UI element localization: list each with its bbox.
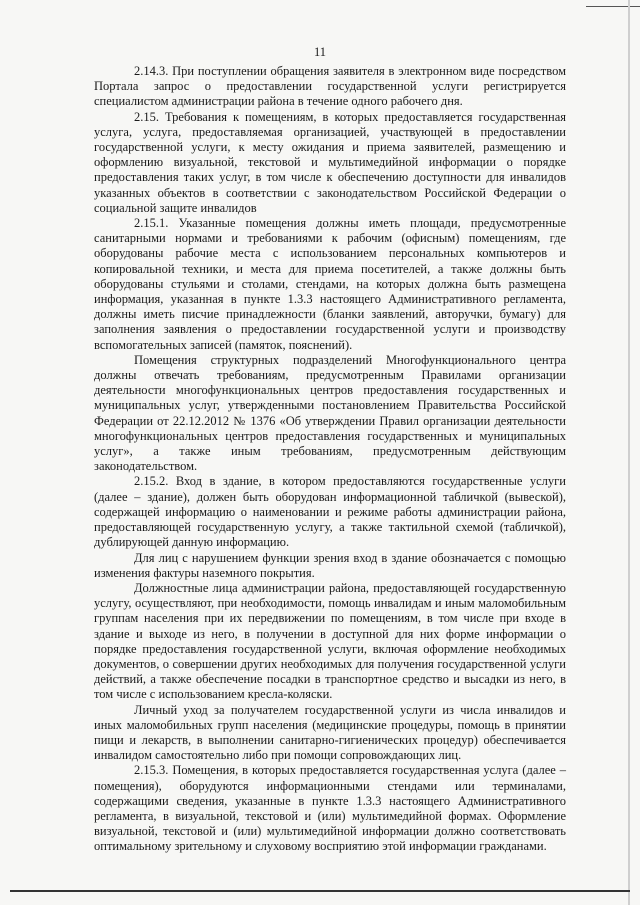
- page-number: 11: [313, 45, 327, 59]
- scan-border-bottom: [10, 890, 630, 892]
- paragraph-2-14-3: 2.14.3. При поступлении обращения заявителя в электронном виде посредством Портала запрос о предоставлении государственной услуги регистрируется специалистом администрации района в течение одного рабочего дня.: [94, 64, 566, 109]
- paragraph-personal-care: Личный уход за получателем государственной услуги из числа инвалидов и иных маломобильных групп населения (медицинские процедуры, помощь в принятии пищи и лекарств, в выполнении санитарно-гигиенических процедур) обеспечивается инвалидом самостоятельно либо при помощи сопровождающих лиц.: [94, 702, 566, 763]
- paragraph-officials-assistance: Должностные лица администрации района, предоставляющей государственную услугу, осуществляют, при необходимости, помощь инвалидам и иным маломобильным группам населения при их передвижении по помещениям, в том числе при входе в здание и выходе из него, в получении в доступной для них форме информации о порядке предоставления государственной услуги, включая оформление необходимых документов, о совершении других необходимых для получения государственной услуги действий, а также обеспечение посадки в транспортное средство и высадки из него, в том числе с использованием кресла-коляски.: [94, 580, 566, 702]
- scan-border-right: [628, 0, 630, 905]
- paragraph-2-15-1: 2.15.1. Указанные помещения должны иметь площади, предусмотренные санитарными нормами и требованиями к рабочим (офисным) помещениям, где оборудованы рабочие места с использованием персональных компьютеров и копировальной техники, и места для приема посетителей, а также должны быть оборудованы стульями и столами, стендами, на которых должна быть размещена информация, указанная в пункте 1.3.3 настоящего Административного регламента, должны иметь писчие принадлежности (бланки заявлений, авторучки, бумагу) для заполнения заявления о предоставлении государственной услуги и производству вспомогательных записей (памяток, пояснений).: [94, 216, 566, 352]
- scan-border-top: [586, 6, 640, 7]
- paragraph-mfc-premises: Помещения структурных подразделений Многофункционального центра должны отвечать требованиям, предусмотренным Правилами организации деятельности многофункциональных центров предоставления государственных и муниципальных услуг, утвержденными постановлением Правительства Российской Федерации от 22.12.2012 № 1376 «Об утверждении Правил организации деятельности многофункциональных центров предоставления государственных и муниципальных услуг», а также иным требованиям, предусмотренным действующим законодательством.: [94, 352, 566, 474]
- paragraph-vision-impaired: Для лиц с нарушением функции зрения вход в здание обозначается с помощью изменения фактуры наземного покрытия.: [94, 550, 566, 580]
- document-body: [94, 64, 566, 855]
- paragraph-2-15-3: 2.15.3. Помещения, в которых предоставляется государственная услуга (далее – помещения), оборудуются информационными стендами или терминалами, содержащими сведения, указанные в пункте 1.3.3 настоящего Административного регламента, в визуальной, текстовой и (или) мультимедийной формах. Оформление визуальной, текстовой и (или) мультимедийной информации должно соответствовать оптимальному зрительному и слуховому восприятию этой информации гражданами.: [94, 763, 566, 854]
- paragraph-2-15-2: 2.15.2. Вход в здание, в котором предоставляются государственные услуги (далее – здание), должен быть оборудован информационной табличкой (вывеской), содержащей информацию о наименовании и режиме работы администрации района, предоставляющей государственную услугу, а также тактильной схемой (табличкой), дублирующей данную информацию.: [94, 474, 566, 550]
- paragraph-2-15: 2.15. Требования к помещениям, в которых предоставляется государственная услуга, услуга, предоставляемая организацией, участвующей в предоставлении государственной услуги, к месту ожидания и приема заявителей, размещению и оформлению визуальной, текстовой и мультимедийной информации о порядке предоставления таких услуг, в том числе к обеспечению доступности для инвалидов указанных объектов в соответствии с законодательством Российской Федерации о социальной защите инвалидов: [94, 109, 566, 215]
